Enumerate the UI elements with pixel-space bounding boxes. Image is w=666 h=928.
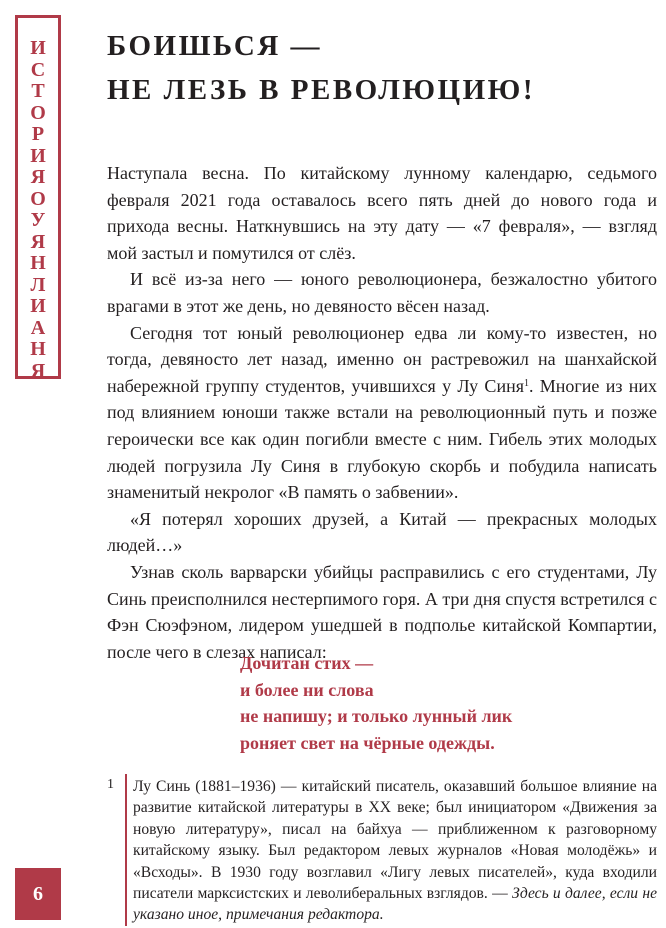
series-label-letter: Л bbox=[30, 273, 46, 296]
series-label bbox=[15, 15, 61, 382]
poem-quote bbox=[240, 650, 620, 756]
series-label-letter: Н bbox=[30, 338, 46, 360]
series-label-letter: Р bbox=[31, 123, 45, 145]
series-label-letter: А bbox=[30, 316, 46, 339]
body-text bbox=[107, 160, 657, 665]
poem-line: Дочитан стих — bbox=[240, 653, 374, 673]
paragraph-text: Сегодня тот юный революционер едва ли кому-то известен, но тогда, девяносто лет назад, именно он растревожил на шанхайской набережной группу студентов, учившихся у Лу Синя bbox=[107, 322, 657, 396]
series-label-letter: И bbox=[30, 144, 46, 167]
footnote-text bbox=[133, 776, 657, 926]
series-label-letter: Я bbox=[30, 359, 46, 382]
chapter-title-line-1: БОИШЬСЯ — bbox=[107, 30, 323, 62]
chapter-title bbox=[107, 24, 627, 112]
footnote-marker: 1 bbox=[107, 777, 114, 792]
series-label-letter: О bbox=[30, 187, 46, 210]
series-label-letter: Н bbox=[30, 252, 46, 274]
series-label-letter: У bbox=[30, 209, 46, 231]
footnote-editor-note: Здесь и далее, если не указано иное, примечания редактора. bbox=[133, 885, 658, 924]
footnote-divider bbox=[125, 774, 127, 926]
series-label-letter: Я bbox=[30, 230, 46, 253]
footnote-body: Лу Синь (1881–1936) — китайский писатель, оказавший большое влияние на развитие китайской литературы в XX веке; был инициатором «Движения за новую литературу», писал на байхуа — приближенном к разговорному китайскому языку. Был редактором левых журналов «Новая молодёжь» и «Всходы». В 1930 году возглавил «Лигу левых писателей», куда входили писатели марксистских и леволиберальных взглядов. — bbox=[133, 778, 657, 903]
chapter-title-line-2: НЕ ЛЕЗЬ В РЕВОЛЮЦИЮ! bbox=[107, 74, 535, 106]
footnote-reference[interactable]: 1 bbox=[523, 377, 529, 389]
series-label-letter: И bbox=[30, 295, 46, 317]
paragraph-text: . Многие из них под влиянием юноши также встали на революционный путь и позже героически все как один погибли вместе с ним. Гибель этих молодых людей погрузила Лу Синя в глубокую скорбь и побудила написать знаменитый некролог «В память о забвении». bbox=[107, 375, 657, 503]
series-label-letter: Я bbox=[30, 166, 46, 188]
paragraph: Узнав сколь варварски убийцы расправились с его студентами, Лу Синь преисполнился нестерпимого горя. А три дня спустя встретился с Фэн Сюэфэном, лидером ушедшей в подполье китайской Компартии, после чего в слезах написал: bbox=[107, 561, 657, 662]
poem-line: не напишу; и только лунный лик bbox=[240, 706, 513, 726]
series-label-letter: И bbox=[30, 37, 46, 59]
paragraph: «Я потерял хороших друзей, а Китай — прекрасных молодых людей…» bbox=[107, 508, 657, 556]
series-label-letter: С bbox=[30, 58, 46, 81]
poem-line: и более ни слова bbox=[240, 679, 374, 700]
series-label-letter: О bbox=[30, 101, 46, 124]
paragraph: И всё из-за него — юного революционера, безжалостно убитого врагами в этот же день, но девяносто вёсен назад. bbox=[107, 269, 657, 316]
paragraph bbox=[107, 320, 657, 506]
poem-line: роняет свет на чёрные одежды. bbox=[240, 732, 495, 753]
page-number: 6 bbox=[15, 868, 61, 920]
paragraph: Наступала весна. По китайскому лунному календарю, седьмого февраля 2021 года оставалось всего пять дней до нового года и прихода весны. Наткнувшись на эту дату — «7 февраля», — взгляд мой застыл и помутился от слёз. bbox=[107, 163, 657, 263]
series-label-letter: Т bbox=[31, 80, 45, 102]
